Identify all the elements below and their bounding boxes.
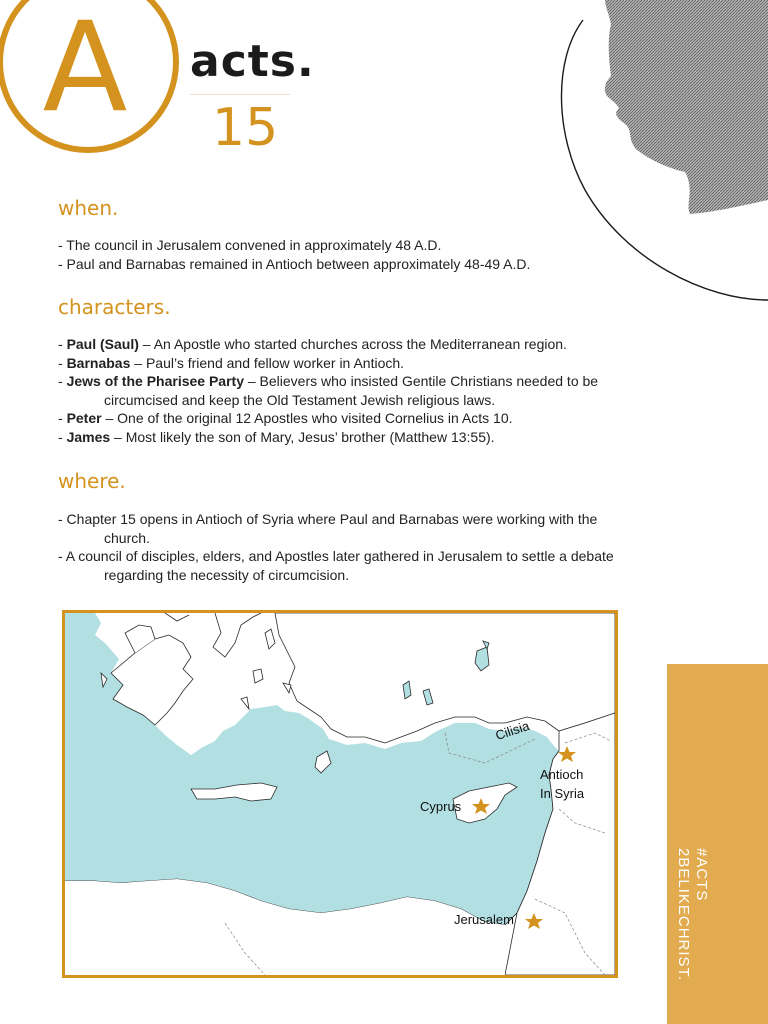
character-name: Jews of the Pharisee Party	[66, 373, 244, 389]
eastern-mediterranean-map	[65, 613, 615, 975]
map-label-cyprus: Cyprus	[420, 799, 462, 814]
anatolia-land	[275, 613, 615, 743]
where-item: - Chapter 15 opens in Antioch of Syria where Paul and Barnabas were working with the	[58, 511, 598, 527]
handle-label: 2BELIKECHRIST.	[675, 848, 692, 982]
character-name: James	[66, 428, 111, 445]
where-item-continued: church.	[104, 529, 150, 546]
character-item: - Paul (Saul) – An Apostle who started churches across the Mediterranean region.	[58, 336, 567, 352]
when-heading: when.	[58, 196, 119, 220]
character-name: Barnabas	[66, 354, 131, 371]
characters-list	[58, 335, 598, 446]
logo-letter: A	[42, 0, 128, 140]
character-item-continued: circumcised and keep the Old Testament Jewish religious laws.	[104, 391, 496, 408]
character-item: - Jews of the Pharisee Party – Believers who insisted Gentile Christians needed to be	[58, 373, 599, 389]
when-list	[58, 236, 530, 273]
chapter-number: 15	[212, 98, 279, 158]
map-label-antioch: Antioch	[540, 767, 584, 782]
characters-heading: characters.	[58, 295, 171, 319]
map-label-cilisia: Cilisia	[493, 718, 532, 743]
map-label-in-syria: In Syria	[540, 786, 585, 801]
character-name: Paul (Saul)	[66, 336, 139, 352]
map-frame	[62, 610, 618, 978]
character-item: - Barnabas – Paul’s friend and fellow worker in Antioch.	[58, 354, 405, 371]
map-label-jerusalem: Jerusalem	[454, 912, 514, 927]
when-line: - Paul and Barnabas remained in Antioch between approximately 48-49 A.D.	[58, 255, 531, 272]
side-text	[674, 848, 714, 993]
character-item: - Peter – One of the original 12 Apostles who visited Cornelius in Acts 10.	[58, 410, 513, 426]
page-title: acts.	[190, 36, 315, 87]
character-item: - James – Most likely the son of Mary, Jesus’ brother (Matthew 13:55).	[58, 428, 495, 445]
where-heading: where.	[58, 469, 126, 493]
character-name: Peter	[66, 410, 102, 426]
where-item-continued: regarding the necessity of circumcision.	[104, 566, 350, 583]
when-line: - The council in Jerusalem convened in approximately 48 A.D.	[58, 237, 442, 253]
hashtag-label: #ACTS	[693, 848, 710, 902]
where-list	[58, 510, 614, 584]
statue-head-illustration	[555, 0, 768, 305]
where-item: - A council of disciples, elders, and Apostles later gathered in Jerusalem to settle a debate	[58, 548, 614, 564]
title-divider	[190, 94, 290, 95]
